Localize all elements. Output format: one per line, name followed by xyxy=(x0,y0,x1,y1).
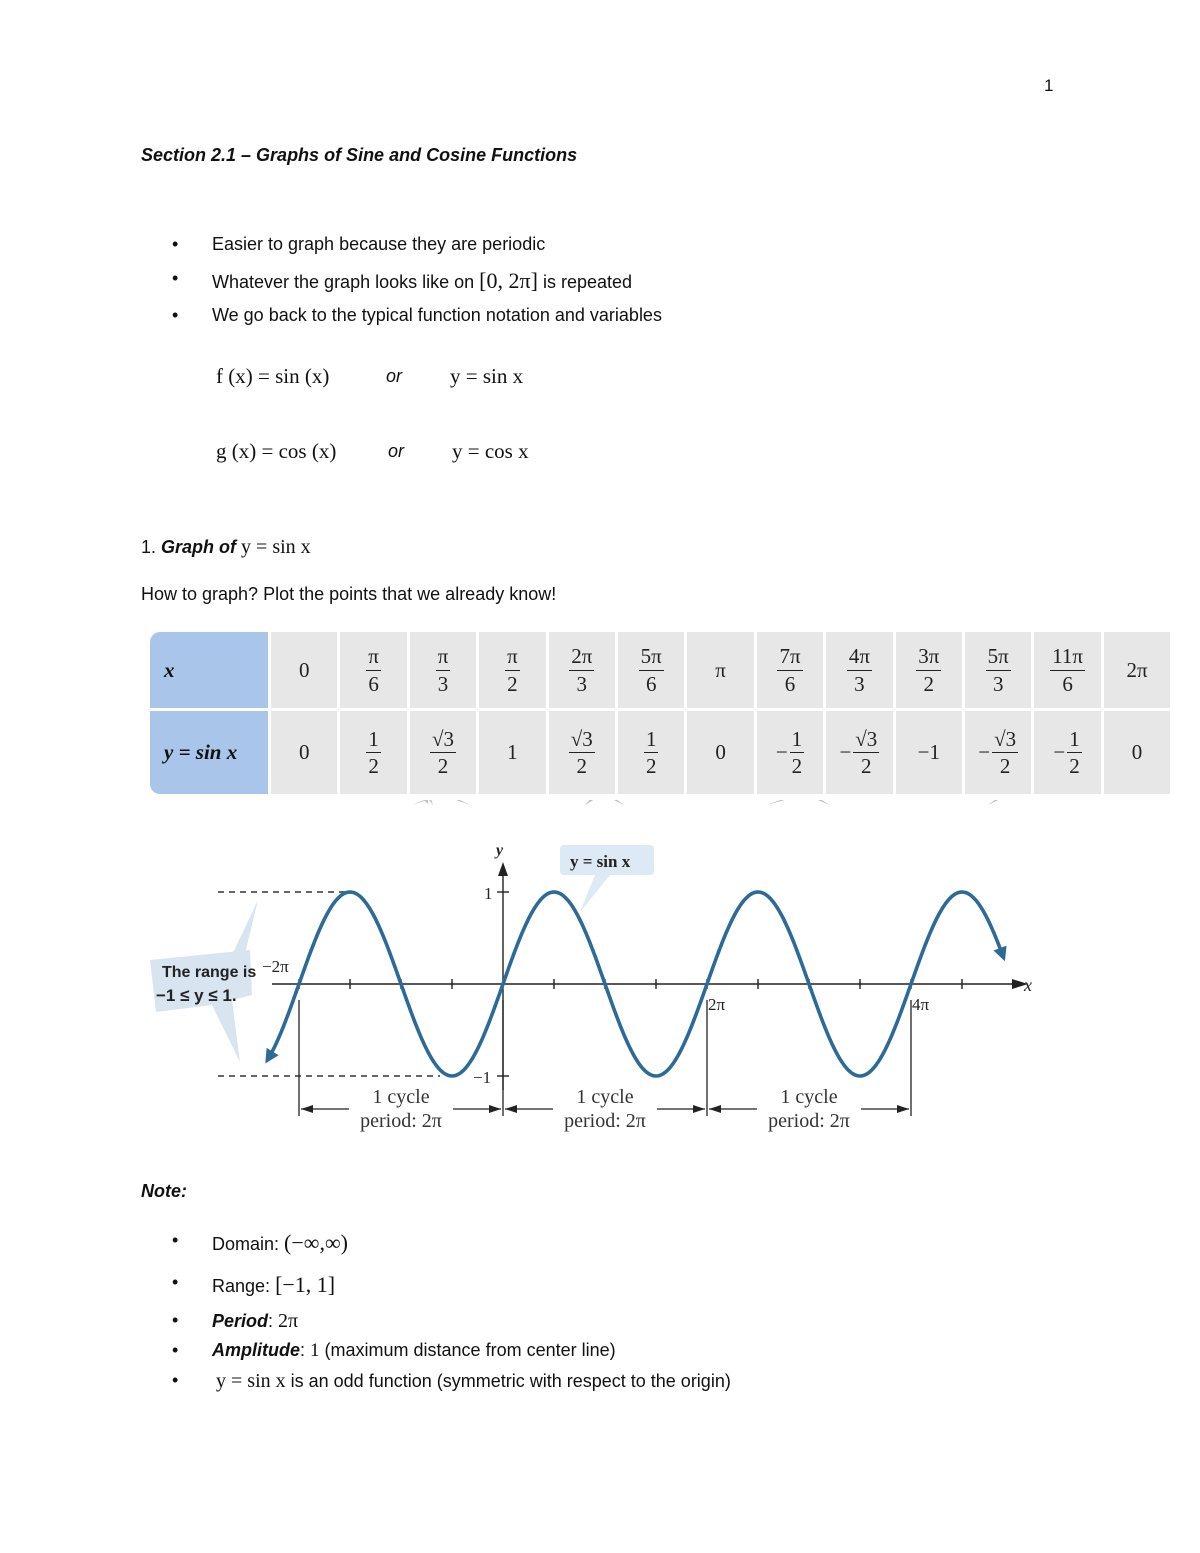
table-y-cell xyxy=(826,711,892,794)
fraction-denominator: 3 xyxy=(992,671,1004,696)
cell-fraction xyxy=(1050,645,1085,694)
bullet-text-pre: Whatever the graph looks like on xyxy=(212,272,475,292)
odd-desc: is an odd function (symmetric with respect to the origin) xyxy=(290,1371,731,1391)
table-x-cell xyxy=(965,632,1031,708)
cycle-period-label: period: 2π xyxy=(768,1110,850,1132)
fraction-numerator: 1 xyxy=(790,728,805,753)
note-period-text: Period: 2π xyxy=(212,1310,299,1332)
or-word: or xyxy=(388,441,405,461)
cell-fraction xyxy=(777,645,802,694)
bullet-icon: • xyxy=(172,1340,179,1360)
note-range-text xyxy=(212,1272,335,1298)
cell-fraction xyxy=(853,728,879,777)
domain-label: Domain: xyxy=(212,1234,280,1254)
cell-fraction xyxy=(430,728,456,777)
cell-fraction xyxy=(505,645,520,694)
fraction-numerator: 1 xyxy=(644,728,659,753)
cell-fraction xyxy=(790,728,805,777)
fraction-denominator: 3 xyxy=(854,671,865,696)
table-pointer-mark xyxy=(988,800,1006,805)
cell-value: 1 xyxy=(507,740,518,764)
domain-value: (−∞,∞) xyxy=(284,1230,348,1255)
bullet-icon: • xyxy=(172,1230,179,1250)
or-word: or xyxy=(386,366,403,386)
bullet-icon: • xyxy=(172,234,179,254)
odd-math: y = sin x xyxy=(216,1370,286,1392)
cell-value: −1 xyxy=(917,740,940,764)
fraction-denominator: 6 xyxy=(645,671,657,696)
range-callout-line2: −1 ≤ y ≤ 1. xyxy=(156,986,237,1005)
fraction-denominator: 2 xyxy=(645,754,657,778)
bullet-text-post: is repeated xyxy=(542,272,633,292)
cell-negative-sign: − xyxy=(839,740,852,764)
period-value: 2π xyxy=(278,1310,299,1332)
cycle-label: 1 cycle xyxy=(780,1086,838,1108)
table-x-cell xyxy=(271,632,337,708)
fraction-denominator: 2 xyxy=(507,671,518,696)
cell-value: π xyxy=(715,657,726,682)
table-y-cell xyxy=(757,711,823,794)
cycle-markers xyxy=(299,1000,911,1132)
bullet-icon: • xyxy=(172,1272,179,1292)
graph-heading xyxy=(141,536,311,559)
table-x-cell xyxy=(1034,632,1100,708)
cell-fraction xyxy=(1067,728,1082,777)
label-neg-2pi: −2π xyxy=(262,957,289,976)
fraction-numerator: π xyxy=(436,645,451,670)
y-axis-label: y xyxy=(496,842,504,859)
range-callout-line1: The range is xyxy=(162,964,257,981)
g-definition: g (x) = cos (x) xyxy=(216,439,337,463)
cell-fraction xyxy=(366,728,381,777)
cell-fraction xyxy=(366,645,381,694)
table-x-cell xyxy=(1104,632,1170,708)
cell-fraction xyxy=(569,728,595,777)
fraction-numerator: √3 xyxy=(992,728,1018,753)
bullet-icon: • xyxy=(172,305,179,325)
bullet-text-group xyxy=(212,268,632,294)
fraction-numerator: π xyxy=(366,645,381,670)
x-axis-label: x xyxy=(1024,975,1032,995)
table-x-cell xyxy=(757,632,823,708)
curve-callout-pointer xyxy=(580,875,610,912)
table-y-cell xyxy=(479,711,545,794)
fraction-numerator: √3 xyxy=(569,728,595,753)
fraction-denominator: 2 xyxy=(861,754,872,778)
range-value: [−1, 1] xyxy=(275,1272,336,1297)
fraction-numerator: 5π xyxy=(639,645,664,670)
bullet-icon: • xyxy=(172,1310,179,1330)
table-x-cell xyxy=(410,632,476,708)
cell-fraction xyxy=(916,645,941,694)
f-definition: f (x) = sin (x) xyxy=(216,364,330,388)
heading-number: 1. xyxy=(141,537,157,557)
range-callout-pointer xyxy=(232,900,258,958)
fraction-denominator: 2 xyxy=(576,754,588,778)
table-pointer-mark xyxy=(445,800,470,805)
table-y-cell xyxy=(340,711,406,794)
table-y-cell xyxy=(1104,711,1170,794)
table-y-cell xyxy=(618,711,684,794)
cell-fraction xyxy=(986,645,1011,694)
cycle-arrow-right-icon xyxy=(897,1105,909,1113)
fraction-denominator: 2 xyxy=(368,754,379,778)
heading-math: y = sin x xyxy=(241,536,311,558)
y-axis-arrow-icon xyxy=(498,862,508,876)
bullet-text: Easier to graph because they are periodic xyxy=(212,234,546,254)
interval-math: [0, 2π] xyxy=(479,268,538,293)
fraction-numerator: 3π xyxy=(916,645,941,670)
table-pointer-mark xyxy=(585,800,600,805)
table-y-cell xyxy=(271,711,337,794)
cell-value: 0 xyxy=(1131,740,1143,764)
note-amplitude-text: Amplitude: 1 (maximum distance from center line) xyxy=(212,1340,616,1361)
table-x-cell xyxy=(340,632,406,708)
range-label: Range: xyxy=(212,1276,271,1296)
table-pointer-marks xyxy=(412,800,1006,805)
cycle-arrow-right-icon xyxy=(489,1105,501,1113)
sine-graph xyxy=(140,800,1060,1150)
cycle-arrow-left-icon xyxy=(709,1105,721,1113)
table-x-cell xyxy=(687,632,753,708)
fraction-denominator: 2 xyxy=(923,671,935,696)
cell-negative-sign: − xyxy=(775,740,788,764)
note-label: Note: xyxy=(141,1181,187,1201)
fraction-denominator: 2 xyxy=(791,754,803,778)
howto-text: How to graph? Plot the points that we already know! xyxy=(141,584,557,604)
period-label: Period xyxy=(212,1311,269,1331)
g-y-form: y = cos x xyxy=(452,439,529,463)
cycle-period-label: period: 2π xyxy=(360,1110,442,1132)
note-odd-text xyxy=(216,1370,731,1393)
label-4pi: 4π xyxy=(912,995,930,1014)
table-x-cell xyxy=(826,632,892,708)
table-x-header: x xyxy=(150,632,268,708)
cell-value: 0 xyxy=(715,740,726,764)
bullet-icon: • xyxy=(172,268,179,288)
fraction-numerator: √3 xyxy=(853,728,879,753)
cycle-label: 1 cycle xyxy=(372,1086,430,1108)
fraction-denominator: 2 xyxy=(999,754,1011,778)
cell-value: 0 xyxy=(298,740,310,764)
y-tick-label-neg1: −1 xyxy=(473,1068,492,1087)
table-pointer-mark xyxy=(808,800,830,805)
cell-fraction xyxy=(639,645,664,694)
bullet-icon: • xyxy=(172,1370,179,1390)
table-y-cell xyxy=(896,711,962,794)
fraction-numerator: π xyxy=(505,645,520,670)
table-y-cell xyxy=(410,711,476,794)
fraction-numerator: 5π xyxy=(986,645,1011,670)
bullet-text: We go back to the typical function notation and variables xyxy=(212,305,662,325)
heading-label: Graph of xyxy=(161,537,237,557)
fraction-denominator: 6 xyxy=(368,671,379,696)
table-x-cell xyxy=(479,632,545,708)
fraction-numerator: 7π xyxy=(777,645,802,670)
label-2pi: 2π xyxy=(708,995,726,1014)
fraction-numerator: √3 xyxy=(430,728,456,753)
fraction-denominator: 3 xyxy=(437,671,449,696)
cycle-arrow-left-icon xyxy=(505,1105,517,1113)
table-y-cell xyxy=(687,711,753,794)
cycle-arrow-left-icon xyxy=(301,1105,313,1113)
cell-fraction xyxy=(992,728,1018,777)
amplitude-desc: (maximum distance from center line) xyxy=(324,1340,616,1360)
cell-fraction xyxy=(847,645,872,694)
cell-value: 2π xyxy=(1126,657,1148,682)
cell-fraction xyxy=(569,645,594,694)
table-y-cell xyxy=(549,711,615,794)
table-pointer-mark xyxy=(606,800,624,805)
table-y-cell xyxy=(965,711,1031,794)
fraction-denominator: 2 xyxy=(437,754,449,778)
page-number: 1 xyxy=(1044,76,1054,95)
amplitude-value: 1 xyxy=(310,1340,320,1361)
table-y-header: y = sin x xyxy=(150,711,268,794)
cycle-period-label: period: 2π xyxy=(564,1110,646,1132)
cell-value: 0 xyxy=(298,657,310,682)
cycle-label: 1 cycle xyxy=(576,1086,634,1108)
y-tick-label-1: 1 xyxy=(484,884,493,903)
cell-negative-sign: − xyxy=(1053,740,1066,764)
fraction-numerator: 4π xyxy=(847,645,872,670)
f-y-form: y = sin x xyxy=(450,364,524,388)
amplitude-label: Amplitude xyxy=(212,1340,300,1360)
cell-negative-sign: − xyxy=(978,740,991,764)
curve-callout-label: y = sin x xyxy=(570,852,631,871)
section-title: Section 2.1 – Graphs of Sine and Cosine Functions xyxy=(141,145,578,165)
fraction-numerator: 11π xyxy=(1050,645,1085,670)
fraction-denominator: 6 xyxy=(784,671,796,696)
cell-fraction xyxy=(436,645,451,694)
table-x-cell xyxy=(896,632,962,708)
fraction-numerator: 1 xyxy=(1067,728,1082,753)
table-pointer-mark xyxy=(766,800,800,805)
fraction-numerator: 1 xyxy=(366,728,381,753)
cell-fraction xyxy=(644,728,659,777)
fraction-denominator: 2 xyxy=(1069,754,1080,778)
table-x-cell xyxy=(618,632,684,708)
fraction-denominator: 6 xyxy=(1062,671,1073,696)
note-domain-text xyxy=(212,1230,348,1256)
cycle-arrow-right-icon xyxy=(693,1105,705,1113)
table-y-cell xyxy=(1034,711,1100,794)
fraction-numerator: 2π xyxy=(569,645,594,670)
fraction-denominator: 3 xyxy=(576,671,588,696)
table-x-cell xyxy=(549,632,615,708)
